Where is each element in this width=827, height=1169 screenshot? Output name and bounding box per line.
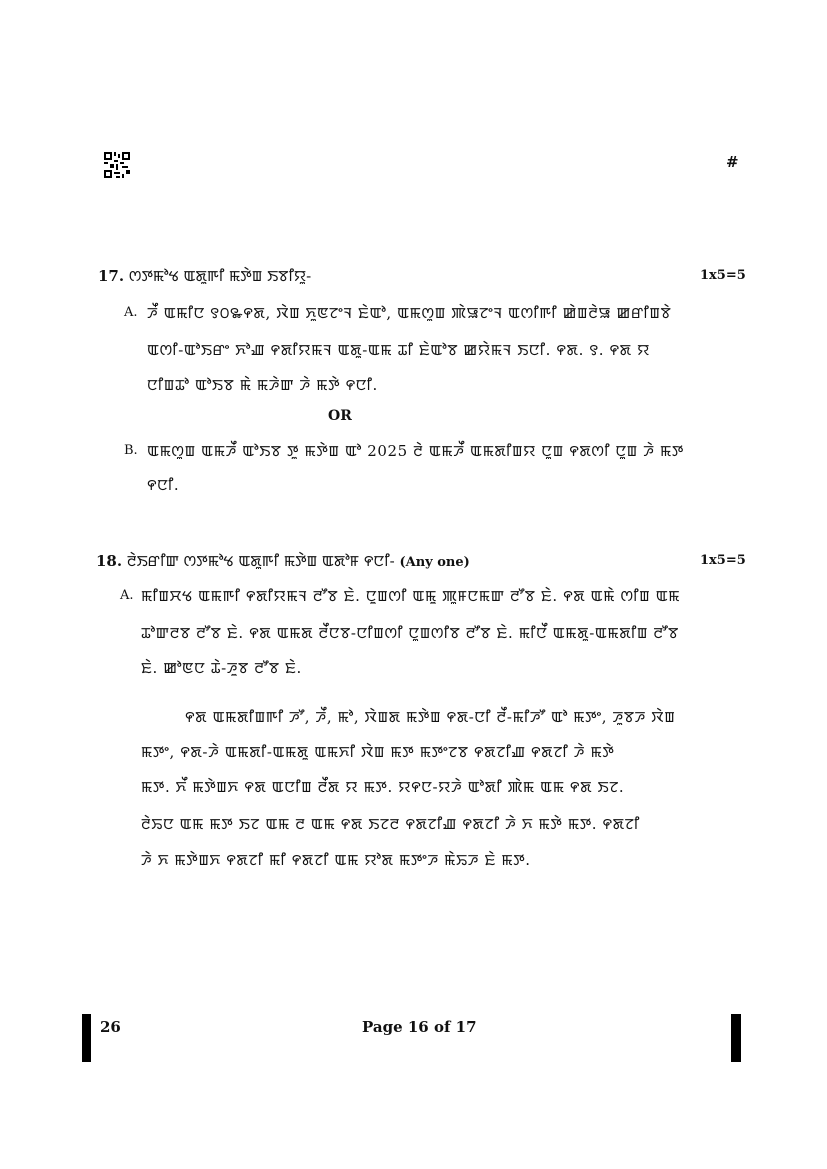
option-text-line: ꯑꯁꯤ-ꯑꯣꯏꯔꯦ ꯈꯣꯉ ꯵ꯗꯤꯌꯃꯜ ꯑꯗꯨ-ꯑꯃ ꯊꯤ ꯐꯥꯑꯣꯕ ꯀꯌꯥꯃꯜ ꯏꯅꯤ. ꯵ꯗ. ꯱. ꯵ꯗ ꯌ <box>147 341 650 359</box>
right-margin-bar <box>731 1014 741 1062</box>
paragraph-line: ꯃꯇꯦ, ꯵ꯗ-ꯍꯥ ꯑꯃꯗꯤ-ꯑꯃꯗꯨ ꯑꯃꯈꯤ ꯋꯥꯡ ꯃꯇ ꯃꯇꯦꯖꯕ ꯵ꯗꯖꯤꯉ ꯵ꯗꯖꯤ ꯍꯥ ꯃꯇꯥ <box>141 743 615 761</box>
option-text-line: ꯃꯤꯡꯆꯠ ꯑꯃꯒꯤ ꯵ꯗꯤꯌꯃꯜ ꯂꯧꯕ ꯐꯥ. ꯅꯨꯡꯁꯤ ꯑꯃꯨ ꯄꯨꯝꯅꯃꯛ ꯂꯧꯕ ꯐꯥ. ꯵ꯗ ꯑꯃꯥ ꯁꯤꯡ ꯑꯃ <box>141 587 681 605</box>
option-text-line: ꯍꯩ ꯑꯃꯤꯅ ꯱꯰꯳꯵ꯗ, ꯋꯥꯡ ꯈꯨꯟꯖꯦꯜ ꯐꯥꯑꯣ, ꯑꯃꯁꯨꯡ ꯄꯥꯎꯖꯦꯜ ꯑꯁꯤꯒꯤ ꯀꯥꯡꯂꯥꯎ ꯀꯔꯤꯡꯕꯥ <box>147 304 672 322</box>
page-indicator: Page 16 of 17 <box>362 1018 477 1036</box>
or-separator: OR <box>328 408 352 424</box>
question-title: ꯁꯇꯃꯣꯠ ꯑꯗꯨꯒꯤ ꯃꯇꯥꯡ ꯏꯕꯤꯌꯨ- <box>128 267 312 285</box>
option-text-line: ꯊꯣꯛꯂꯕ ꯂꯧꯕ ꯐꯥ. ꯵ꯗ ꯑꯃꯗ ꯂꯩꯅꯕ-ꯅꯤꯡꯁꯤ ꯅꯨꯡꯁꯤꯕ ꯂꯧꯕ ꯐꯥ. ꯃꯤꯅꯩ ꯑꯃꯗꯨ-ꯑꯃꯗꯤꯡ ꯂꯧꯕ <box>141 624 679 642</box>
hash-mark: # <box>726 153 739 171</box>
question-17-header <box>98 265 311 286</box>
option-label: B. <box>124 443 138 458</box>
question-marks: 1x5=5 <box>700 268 746 283</box>
question-number: 18. <box>96 552 123 570</box>
any-one-note: (Any one) <box>399 555 470 570</box>
paragraph-line: ꯃꯇ. ꯈꯩ ꯃꯇꯥꯡꯈ ꯵ꯗ ꯑꯅꯤꯡ ꯂꯩꯗ ꯌ ꯃꯇ. ꯌ꯵ꯅ-ꯌꯍꯥ ꯑꯣꯗꯤ ꯄꯥꯃ ꯑꯃ ꯵ꯗ ꯏꯖ. <box>141 778 625 796</box>
question-marks: 1x5=5 <box>700 553 746 568</box>
paragraph-line: ꯂꯥꯢꯅ ꯑꯃ ꯃꯇ ꯏꯖ ꯑꯃ ꯂ ꯑꯃ ꯵ꯗ ꯏꯖꯂ ꯵ꯗꯖꯤꯉ ꯵ꯗꯖꯤ ꯍꯥ ꯈ ꯃꯇꯥ ꯃꯇ. ꯵ꯗꯖꯤ <box>141 815 640 833</box>
question-title: ꯂꯥꯏꯔꯤꯛ ꯁꯇꯃꯣꯠ ꯑꯗꯨꯒꯤ ꯃꯇꯥꯡ ꯑꯗꯣꯝ ꯵ꯅꯤ- <box>126 552 395 570</box>
paragraph-line: ꯵ꯗ ꯑꯃꯗꯤꯡꯒꯤ ꯍꯧ, ꯍꯩ, ꯃꯣ, ꯋꯥꯡꯗ ꯃꯇꯥꯡ ꯵ꯗ-ꯅꯤ ꯂꯩ-ꯃꯤꯍꯧ ꯑꯣ ꯃꯇꯦ, ꯍꯨꯕꯍ ꯋꯥꯡ <box>185 708 676 726</box>
option-text-line: ꯐꯥ. ꯀꯣꯟꯅ ꯊꯥ-ꯍꯨꯕ ꯂꯧꯕ ꯐꯥ. <box>141 659 302 677</box>
option-text-line: ꯑꯃꯁꯨꯡ ꯑꯃꯍꯩ ꯑꯣꯏꯕ ꯇꯨ ꯃꯇꯥꯡ ꯑꯣ 2025 ꯂꯥ ꯑꯃꯍꯩ ꯑꯃꯗꯤꯡꯌ ꯅꯨꯡ ꯵ꯗꯁꯤ ꯅꯨꯡ ꯍꯥ ꯃꯇ <box>147 442 684 460</box>
option-label: A. <box>124 305 138 320</box>
question-number: 17. <box>98 267 125 285</box>
option-text-line: ꯵ꯅꯤ. <box>147 476 180 494</box>
qr-code-icon <box>104 152 130 178</box>
option-label: A. <box>120 588 134 603</box>
option-text-line: ꯅꯤꯡꯊꯣ ꯑꯣꯏꯕ ꯃꯥ ꯃꯍꯥꯛ ꯍꯥ ꯃꯇꯥ ꯵ꯅꯤ. <box>147 376 378 394</box>
question-18-header <box>96 550 470 571</box>
left-margin-bar <box>82 1014 91 1062</box>
page-number: 26 <box>100 1018 121 1036</box>
paragraph-line: ꯍꯥ ꯈ ꯃꯇꯥꯡꯈ ꯵ꯗꯖꯤ ꯃꯤ ꯵ꯗꯖꯤ ꯑꯃ ꯌꯣꯗ ꯃꯇꯦꯍ ꯃꯥꯢꯍ ꯐꯥ ꯃꯇ. <box>141 851 531 869</box>
